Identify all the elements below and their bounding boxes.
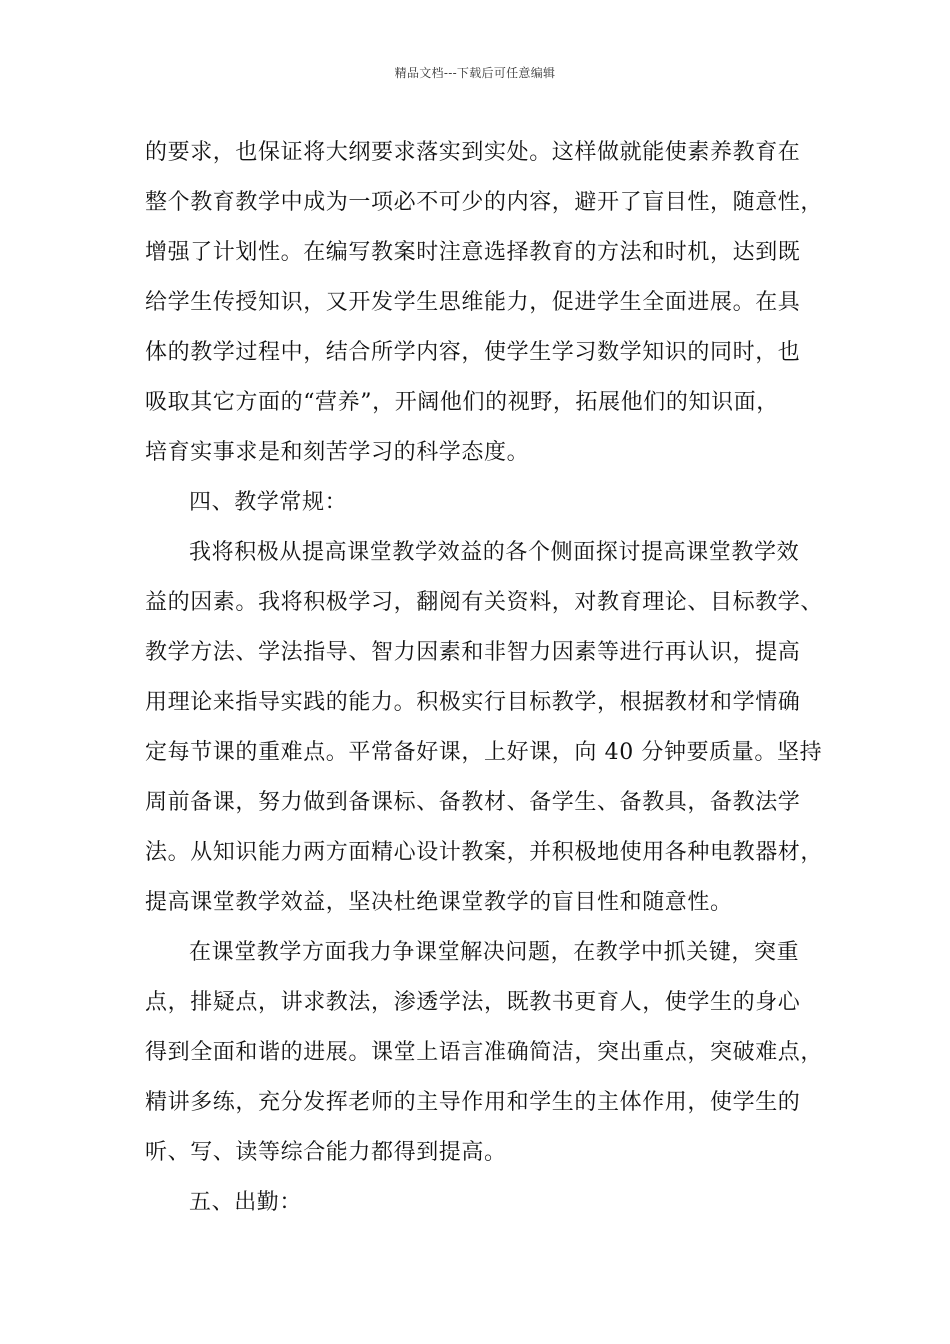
text-line: 益的因素。我将积极学习，翻阅有关资料，对教育理论、目标教学、 [145, 590, 824, 615]
text-line: 提高课堂教学效益，坚决杜绝课堂教学的盲目性和随意性。 [145, 890, 733, 915]
document-body [145, 128, 824, 1228]
text-line: 点，排疑点，讲求教法，渗透学法，既教书更育人，使学生的身心 [145, 990, 801, 1015]
section-heading-attendance: 五、出勤： [189, 1190, 303, 1215]
paragraph-first-line: 我将积极从提高课堂教学效益的各个侧面探讨提高课堂教学效 [189, 540, 800, 565]
text-line: 吸取其它方面的“营养”，开阔他们的视野，拓展他们的知识面， [145, 390, 779, 415]
text-line: 周前备课，努力做到备课标、备教材、备学生、备教具，备教法学 [145, 790, 801, 815]
text-line: 培育实事求是和刻苦学习的科学态度。 [145, 440, 530, 465]
page-header: 精品文档---下载后可任意编辑 [394, 66, 556, 80]
text-line: 听、写、读等综合能力都得到提高。 [145, 1140, 507, 1165]
text-line: 得到全面和谐的进展。课堂上语言准确简洁，突出重点，突破难点， [145, 1040, 824, 1065]
text-line: 的要求，也保证将大纲要求落实到实处。这样做就能使素养教育在 [145, 140, 801, 165]
text-line: 整个教育教学中成为一项必不可少的内容，避开了盲目性，随意性， [145, 190, 824, 215]
text-line: 给学生传授知识，又开发学生思维能力，促进学生全面进展。在具 [145, 290, 801, 315]
text-line: 教学方法、学法指导、智力因素和非智力因素等进行再认识，提高 [145, 640, 801, 665]
paragraph-first-line: 在课堂教学方面我力争课堂解决问题，在教学中抓关键，突重 [189, 940, 800, 965]
text-line: 用理论来指导实践的能力。积极实行目标教学，根据教材和学情确 [145, 690, 801, 715]
section-heading-teaching-routine: 四、教学常规： [189, 490, 348, 515]
text-line: 增强了计划性。在编写教案时注意选择教育的方法和时机，达到既 [145, 240, 801, 265]
text-line: 体的教学过程中，结合所学内容，使学生学习数学知识的同时，也 [145, 340, 801, 365]
text-line: 定每节课的重难点。平常备好课，上好课，向 40 分钟要质量。坚持 [145, 740, 823, 765]
text-line: 精讲多练，充分发挥老师的主导作用和学生的主体作用，使学生的 [145, 1090, 801, 1115]
text-line: 法。从知识能力两方面精心设计教案，并积极地使用各种电教器材， [145, 840, 824, 865]
